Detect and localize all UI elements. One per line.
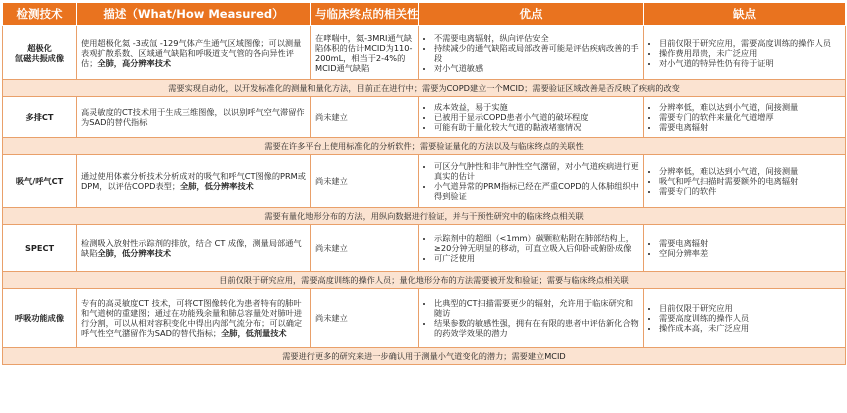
list-item: • 示踪剂中的超细（<1mm）碳颗粒粘附在肺部结构上，≥20分钟无明显的移动，可直立吸入后仰卧或俯卧成像 (434, 233, 639, 253)
table-row (3, 289, 846, 348)
list-item: • 需要专门的软件 (659, 186, 841, 196)
disadvantages-list (648, 38, 841, 68)
header-advantages: 优点 (419, 3, 644, 26)
advantages-list (423, 298, 639, 338)
summary-note: 需要实现自动化，以开发标准化的测量和量化方法，目前正在进行中；需要为COPD建立一个MCID；需要验证区域改善是否反映了疾病的改变 (3, 80, 846, 97)
list-item: • 持续减少的通气缺陷或局部改善可能是评估疾病改善的手段 (434, 43, 639, 63)
list-item: • 对小气道敏感 (434, 63, 639, 73)
header-row (3, 3, 846, 26)
summary-row (3, 208, 846, 225)
description-cell (77, 155, 311, 208)
advantages-cell (419, 97, 644, 138)
description-text: 专有的高灵敏度CT 技术，可将CT图像转化为患者特有的肺叶和气道树的重建图；通过在功能残余量和肺总容量处对肺叶进行分割，可以从相对容积变化中得出内部气流分布；可以确定呼气性空气潴留作为SAD的替代指标； (81, 298, 303, 338)
disadvantages-list (648, 238, 841, 258)
table-row (3, 26, 846, 80)
description-cell (77, 97, 311, 138)
table-row (3, 155, 846, 208)
list-item: • 分辨率低，难以达到小气道，间接测量 (659, 102, 841, 112)
advantages-cell (419, 155, 644, 208)
description-emphasis: 全肺，高分辨率技术 (97, 57, 172, 68)
description-text: 通过使用体素分析技术分析成对的吸气和呼气CT图像的PRM或DPM，以评估COPD表型； (81, 171, 306, 191)
list-item: • 不需要电离辐射，纵向评估安全 (434, 33, 639, 43)
list-item: • 目前仅限于研究应用 (659, 303, 841, 313)
list-item: • 吸气和呼气扫描时需要额外的电离辐射 (659, 176, 841, 186)
clinical-relevance-cell: 在哮喘中，氦-3MRI通气缺陷体积的估计MCID为110-200mL，相当于2-4%的MCID通气缺陷 (311, 26, 419, 80)
technique-name: SPECT (3, 225, 77, 272)
list-item: • 操作成本高，未广泛应用 (659, 323, 841, 333)
description-emphasis: 全肺，低分辨率技术 (97, 248, 172, 258)
clinical-relevance-cell: 尚未建立 (311, 97, 419, 138)
technique-name: 多排CT (3, 97, 77, 138)
list-item: • 目前仅限于研究应用，需要高度训练的操作人员 (659, 38, 841, 48)
list-item: • 需要高度训练的操作人员 (659, 313, 841, 323)
header-description: 描述（What/How Measured） (77, 3, 311, 26)
description-text: 检测吸入放射性示踪剂的排放，结合 CT 成像，测量局部通气缺陷 (81, 238, 302, 258)
comparison-table (2, 2, 846, 365)
list-item: • 小气道异常的PRM指标已经在严重COPD的人体肺组织中得到验证 (434, 181, 639, 201)
summary-row (3, 138, 846, 155)
description-cell (77, 26, 311, 80)
clinical-relevance-cell: 尚未建立 (311, 289, 419, 348)
summary-note: 目前仅限于研究应用，需要高度训练的操作人员；量化地形分布的方法需要被开发和验证；需要与临床终点相关联 (3, 272, 846, 289)
header-disadvantages: 缺点 (644, 3, 846, 26)
description-emphasis: 全肺，低分辨率技术 (180, 181, 254, 191)
advantages-cell (419, 225, 644, 272)
advantages-cell (419, 289, 644, 348)
disadvantages-cell (644, 97, 846, 138)
list-item: • 成本效益，易于实施 (434, 102, 639, 112)
table-row (3, 97, 846, 138)
list-item: • 需要电离辐射 (659, 122, 841, 132)
summary-row (3, 272, 846, 289)
list-item: • 比典型的CT扫描需要更少的辐射，允许用于临床研究和随访 (434, 298, 639, 318)
description-text: 高灵敏度的CT技术用于生成三维图像，以识别呼气空气滞留作为SAD的替代指标 (81, 107, 305, 127)
disadvantages-cell (644, 155, 846, 208)
table-body (3, 26, 846, 365)
list-item: • 空间分辨率差 (659, 248, 841, 258)
advantages-list (423, 33, 639, 73)
header-tech: 检测技术 (3, 3, 77, 26)
list-item: • 可广泛使用 (434, 253, 639, 263)
list-item: • 需要电离辐射 (659, 238, 841, 248)
summary-note: 需要在许多平台上使用标准化的分析软件；需要验证量化的方法以及与临床终点的关联性 (3, 138, 846, 155)
header-clinical-relevance: 与临床终点的相关性 (311, 3, 419, 26)
advantages-cell (419, 26, 644, 80)
summary-note: 需要有量化地形分布的方法，用纵向数据进行验证，并与干预性研究中的临床终点相关联 (3, 208, 846, 225)
list-item: • 结果参数的敏感性强，拥有在有限的患者中评估新化合物的药效学效果的潜力 (434, 318, 639, 338)
advantages-list (423, 161, 639, 201)
list-item: • 可能有助于量化较大气道的黏液堵塞情况 (434, 122, 639, 132)
list-item: • 需要专门的软件来量化气道增厚 (659, 112, 841, 122)
summary-row (3, 348, 846, 365)
clinical-relevance-cell: 尚未建立 (311, 225, 419, 272)
summary-note: 需要进行更多的研究来进一步确认用于测量小气道变化的潜力；需要建立MCID (3, 348, 846, 365)
summary-row (3, 80, 846, 97)
description-cell (77, 289, 311, 348)
advantages-list (423, 102, 639, 132)
description-emphasis: 全肺，低剂量技术 (221, 328, 287, 338)
description-text: 使用超极化氦 -3或氙 -129气体产生通气区域图像；可以测量表观扩散系数、区域通气缺陷和呼吸道支气管的各向异性评估； (81, 37, 302, 68)
list-item: • 已被用于显示COPD患者小气道的破坏程度 (434, 112, 639, 122)
advantages-list (423, 233, 639, 263)
technique-name: 呼吸功能成像 (3, 289, 77, 348)
disadvantages-list (648, 102, 841, 132)
disadvantages-list (648, 166, 841, 196)
list-item: • 操作费用昂贵，未广泛应用 (659, 48, 841, 58)
list-item: • 分辨率低，难以达到小气道，间接测量 (659, 166, 841, 176)
disadvantages-cell (644, 289, 846, 348)
technique-name: 吸气/呼气CT (3, 155, 77, 208)
technique-name: 超极化 氙磁共振成像 (3, 26, 77, 80)
disadvantages-cell (644, 26, 846, 80)
clinical-relevance-cell: 尚未建立 (311, 155, 419, 208)
disadvantages-cell (644, 225, 846, 272)
disadvantages-list (648, 303, 841, 333)
list-item: • 对小气道的特异性仍有待于证明 (659, 58, 841, 68)
list-item: • 可区分气肿性和非气肿性空气潴留，对小气道疾病进行更真实的估计 (434, 161, 639, 181)
table-row (3, 225, 846, 272)
description-cell (77, 225, 311, 272)
